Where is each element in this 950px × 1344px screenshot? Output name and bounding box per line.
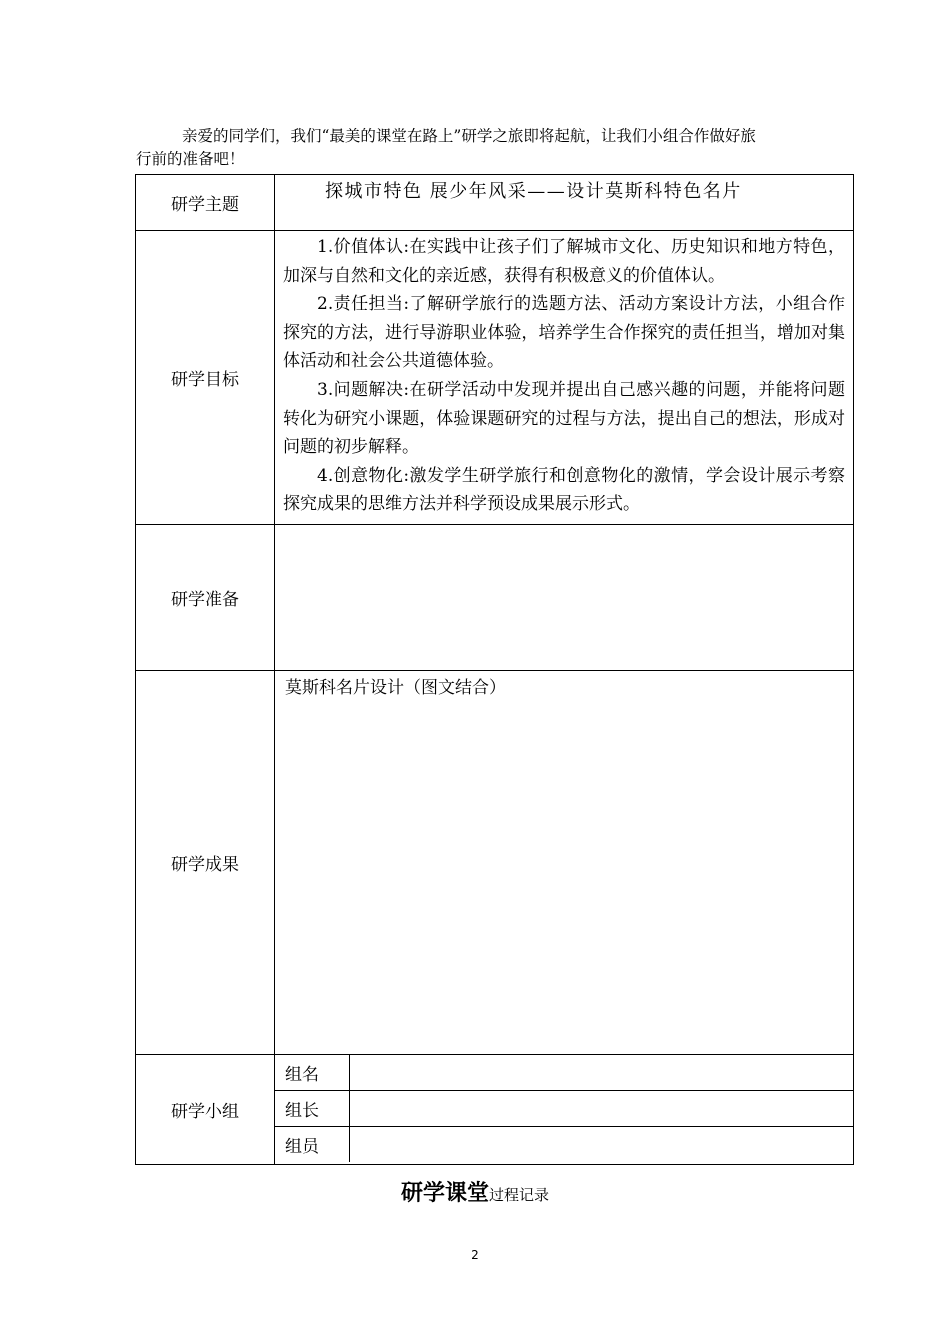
preparation-label: 研学准备 [136,525,275,671]
theme-label: 研学主题 [136,175,275,231]
goal-item-3: 3.问题解决:在研学活动中发现并提出自己感兴趣的问题，并能将问题转化为研究小课题，体验课题研究的过程与方法，提出自己的想法，形成对问题的初步解释。 [283,379,845,458]
group-members-row [275,1127,853,1163]
goal-item-4: 4.创意物化:激发学生研学旅行和创意物化的激情，学会设计展示考察探究成果的思维方法并科学预设成果展示形式。 [283,465,845,515]
preparation-row [136,525,854,671]
intro-line-2: 行前的准备吧！ [136,150,245,168]
goals-row [136,231,854,525]
results-row [136,671,854,1055]
footer-title-small: 过程记录 [489,1186,550,1204]
results-prompt: 莫斯科名片设计（图文结合） [285,678,506,698]
group-name-label: 组名 [275,1055,350,1091]
intro-paragraph [136,124,852,172]
group-row [136,1055,854,1165]
group-subtable [275,1055,853,1162]
group-members-field[interactable] [350,1127,854,1163]
goals-content [275,231,854,525]
intro-line-1: 亲爱的同学们，我们“最美的课堂在路上”研学之旅即将起航，让我们小组合作做好旅 [182,127,756,145]
group-name-row [275,1055,853,1091]
theme-value: 探城市特色 展少年风采——设计莫斯科特色名片 [275,175,854,231]
group-leader-field[interactable] [350,1091,854,1127]
footer-title-bold: 研学课堂 [400,1181,489,1206]
group-members-label: 组员 [275,1127,350,1163]
goal-item-2: 2.责任担当:了解研学旅行的选题方法、活动方案设计方法，小组合作探究的方法，进行导游职业体验，培养学生合作探究的责任担当，增加对集体活动和社会公共道德体验。 [283,294,845,372]
page-number: 2 [471,1248,479,1262]
group-label: 研学小组 [136,1055,275,1165]
group-leader-row [275,1091,853,1127]
group-leader-label: 组长 [275,1091,350,1127]
goal-item-1: 1.价值体认:在实践中让孩子们了解城市文化、历史知识和地方特色，加深与自然和文化的亲近感，获得有积极意义的价值体认。 [283,237,845,286]
results-input-area[interactable] [275,671,854,1055]
study-trip-worksheet-table [135,174,854,1165]
group-details [275,1055,854,1165]
results-label: 研学成果 [136,671,275,1055]
theme-row [136,175,854,231]
group-name-field[interactable] [350,1055,854,1091]
goals-label: 研学目标 [136,231,275,525]
preparation-input-area[interactable] [275,525,854,671]
footer-title [0,1176,950,1207]
